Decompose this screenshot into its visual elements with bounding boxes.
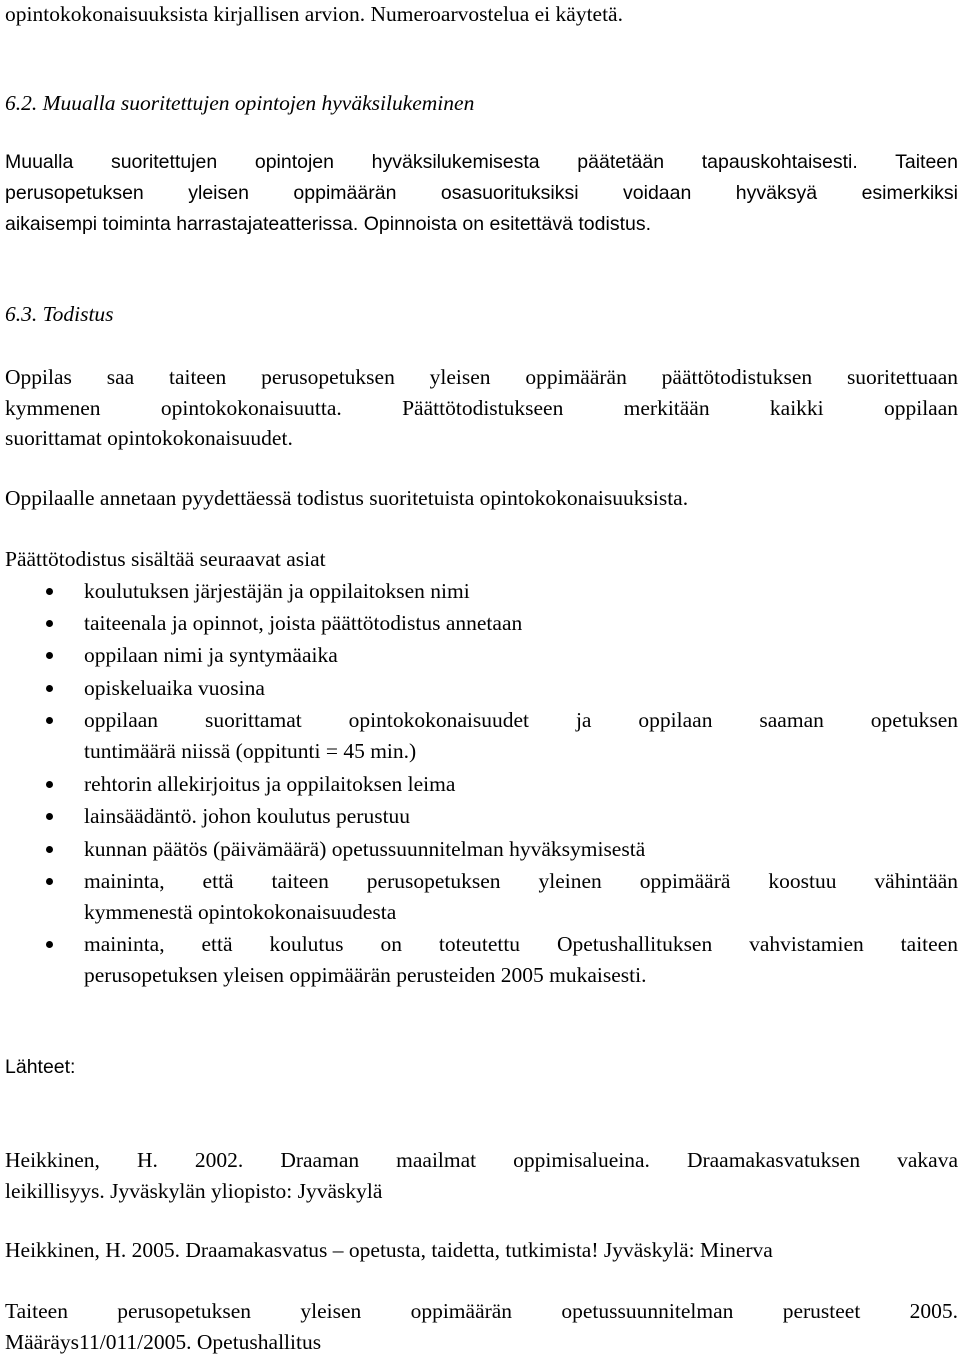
list-item-text: kymmenestä opintokokonaisuudesta <box>84 900 397 924</box>
list-item-text: taiteenala ja opinnot, joista päättötodistus annetaan <box>84 611 523 635</box>
paragraph-line: perusopetuksen yleisen oppimäärän osasuorituksiksi voidaan hyväksyä esimerkiksi <box>5 182 958 204</box>
list-item-text: oppilaan nimi ja syntymäaika <box>84 643 338 667</box>
bullet-icon <box>46 620 53 627</box>
list-item-text: maininta, että koulutus on toteutettu Opetushallituksen vahvistamien taiteen <box>84 932 958 956</box>
bullet-icon <box>46 685 53 692</box>
bullet-icon <box>46 878 53 885</box>
bullet-icon <box>46 652 53 659</box>
bullet-icon <box>46 717 53 724</box>
sources-heading: Lähteet: <box>5 1056 76 1078</box>
list-item-text: oppilaan suorittamat opintokokonaisuudet ja oppilaan saaman opetuksen <box>84 708 958 732</box>
list-item-text: lainsäädäntö. johon koulutus perustuu <box>84 804 411 828</box>
paragraph-line: Oppilas saa taiteen perusopetuksen yleisen oppimäärän päättötodistuksen suoritettuaan <box>5 365 958 389</box>
bullet-icon <box>46 846 53 853</box>
list-item-text: opiskeluaika vuosina <box>84 676 265 700</box>
reference-line: Heikkinen, H. 2002. Draaman maailmat oppimisalueina. Draamakasvatuksen vakava <box>5 1148 958 1172</box>
list-item-text: tuntimäärä niissä (oppitunti = 45 min.) <box>84 739 417 763</box>
list-item-text: maininta, että taiteen perusopetuksen yleinen oppimäärä koostuu vähintään <box>84 869 958 893</box>
paragraph: Oppilaalle annetaan pyydettäessä todistus suoritetuista opintokokonaisuuksista. <box>5 486 689 510</box>
section-heading-6-3: 6.3. Todistus <box>5 302 114 326</box>
paragraph-line: suorittamat opintokokonaisuudet. <box>5 426 293 450</box>
continuation-line: opintokokonaisuuksista kirjallisen arvion. Numeroarvostelua ei käytetä. <box>5 2 623 26</box>
reference-line: leikillisyys. Jyväskylän yliopisto: Jyväskylä <box>5 1179 383 1203</box>
bullet-icon <box>46 781 53 788</box>
list-item-text: perusopetuksen yleisen oppimäärän perusteiden 2005 mukaisesti. <box>84 963 647 987</box>
paragraph-line: aikaisempi toiminta harrastajateatterissa. Opinnoista on esitettävä todistus. <box>5 213 651 235</box>
bullet-icon <box>46 588 53 595</box>
list-item-text: kunnan päätös (päivämäärä) opetussuunnitelman hyväksymisestä <box>84 837 646 861</box>
reference-line: Määräys11/011/2005. Opetushallitus <box>5 1330 322 1354</box>
section-heading-6-2: 6.2. Muualla suoritettujen opintojen hyväksilukeminen <box>5 91 475 115</box>
list-item-text: rehtorin allekirjoitus ja oppilaitoksen leima <box>84 772 456 796</box>
reference-line: Heikkinen, H. 2005. Draamakasvatus – opetusta, taidetta, tutkimista! Jyväskylä: Minerva <box>5 1238 773 1262</box>
bullet-icon <box>46 813 53 820</box>
list-intro: Päättötodistus sisältää seuraavat asiat <box>5 547 326 571</box>
bullet-icon <box>46 941 53 948</box>
paragraph-line: kymmenen opintokokonaisuutta. Päättötodistukseen merkitään kaikki oppilaan <box>5 396 958 420</box>
reference-line: Taiteen perusopetuksen yleisen oppimäärän opetussuunnitelman perusteet 2005. <box>5 1299 958 1323</box>
paragraph-line: Muualla suoritettujen opintojen hyväksilukemisesta päätetään tapauskohtaisesti. Taiteen <box>5 151 958 173</box>
list-item-text: koulutuksen järjestäjän ja oppilaitoksen nimi <box>84 579 470 603</box>
